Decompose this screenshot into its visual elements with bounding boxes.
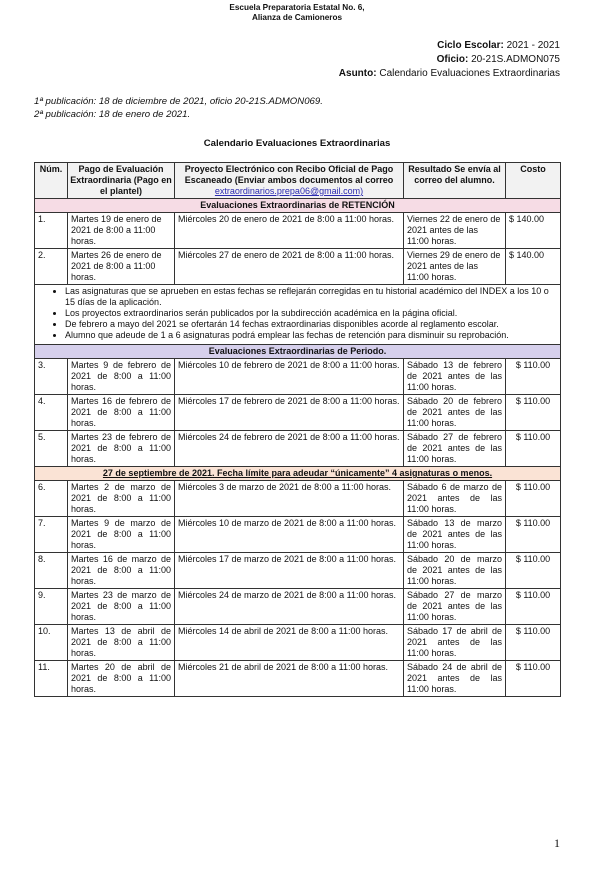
- asunto-label: Asunto:: [338, 68, 377, 79]
- table-row: [35, 213, 561, 249]
- school-name: Escuela Preparatoria Estatal No. 6,: [229, 3, 365, 12]
- first-publication: 1ª publicación: 18 de diciembre de 2021, oficio 20-21S.ADMON069.: [34, 96, 323, 107]
- cell-pago: Martes 23 de febrero de 2021 de 8:00 a 11:00 horas.: [68, 431, 175, 467]
- cell-proyecto: Miércoles 21 de abril de 2021 de 8:00 a 11:00 horas.: [175, 661, 404, 697]
- notes-cell: [35, 285, 561, 345]
- cell-costo: $ 140.00: [506, 213, 561, 249]
- cell-resultado: Sábado 6 de marzo de 2021 antes de las 11:00 horas.: [404, 481, 506, 517]
- cell-num: 6.: [35, 481, 68, 517]
- col-proyecto: [175, 163, 404, 199]
- table-row: [35, 431, 561, 467]
- cell-costo: $ 110.00: [506, 589, 561, 625]
- cell-num: 8.: [35, 553, 68, 589]
- table-row: [35, 589, 561, 625]
- cell-resultado: Sábado 27 de marzo de 2021 antes de las 11:00 horas.: [404, 589, 506, 625]
- second-publication: 2ª publicación: 18 de enero de 2021.: [34, 109, 191, 120]
- cell-pago: Martes 20 de abril de 2021 de 8:00 a 11:00 horas.: [68, 661, 175, 697]
- cell-costo: $ 110.00: [506, 481, 561, 517]
- cell-resultado: Sábado 13 de marzo de 2021 antes de las 11:00 horas.: [404, 517, 506, 553]
- cell-pago: Martes 9 de marzo de 2021 de 8:00 a 11:00 horas.: [68, 517, 175, 553]
- cell-proyecto: Miércoles 17 de marzo de 2021 de 8:00 a 11:00 horas.: [175, 553, 404, 589]
- cell-num: 5.: [35, 431, 68, 467]
- oficio-line: [437, 53, 560, 67]
- ciclo-value: 2021 - 2021: [506, 40, 560, 51]
- cell-pago: Martes 19 de enero de 2021 de 8:00 a 11:00 horas.: [68, 213, 175, 249]
- cell-num: 9.: [35, 589, 68, 625]
- cell-proyecto: Miércoles 10 de febrero de 2021 de 8:00 a 11:00 horas.: [175, 359, 404, 395]
- cell-proyecto: Miércoles 27 de enero de 2021 de 8:00 a 11:00 horas.: [175, 249, 404, 285]
- cell-pago: Martes 16 de marzo de 2021 de 8:00 a 11:00 horas.: [68, 553, 175, 589]
- cell-costo: $ 110.00: [506, 553, 561, 589]
- cell-pago: Martes 13 de abril de 2021 de 8:00 a 11:00 horas.: [68, 625, 175, 661]
- cell-pago: Martes 16 de febrero de 2021 de 8:00 a 11:00 horas.: [68, 395, 175, 431]
- cell-pago: Martes 26 de enero de 2021 de 8:00 a 11:00 horas.: [68, 249, 175, 285]
- cell-resultado: Sábado 13 de febrero de 2021 antes de las 11:00 horas.: [404, 359, 506, 395]
- cell-pago: Martes 9 de febrero de 2021 de 8:00 a 11:00 horas.: [68, 359, 175, 395]
- cell-pago: Martes 23 de marzo de 2021 de 8:00 a 11:00 horas.: [68, 589, 175, 625]
- table-row: [35, 395, 561, 431]
- cell-resultado: Sábado 24 de abril de 2021 antes de las 11:00 horas.: [404, 661, 506, 697]
- table-row: [35, 249, 561, 285]
- cell-num: 1.: [35, 213, 68, 249]
- cell-proyecto: Miércoles 24 de marzo de 2021 de 8:00 a 11:00 horas.: [175, 589, 404, 625]
- school-subtitle: Alianza de Camioneros: [251, 13, 343, 22]
- calendar-title: Calendario Evaluaciones Extraordinarias: [203, 138, 391, 149]
- table-row: [35, 661, 561, 697]
- table-row: [35, 553, 561, 589]
- cell-num: 7.: [35, 517, 68, 553]
- cell-resultado: Sábado 20 de febrero de 2021 antes de las 11:00 horas.: [404, 395, 506, 431]
- col-resultado: Resultado Se envía al correo del alumno.: [404, 163, 506, 199]
- cell-resultado: Viernes 29 de enero de 2021 antes de las 11:00 horas.: [404, 249, 506, 285]
- ciclo-line: [437, 39, 560, 53]
- cell-costo: $ 140.00: [506, 249, 561, 285]
- calendar-table: [34, 162, 561, 697]
- cell-num: 10.: [35, 625, 68, 661]
- section-retencion: Evaluaciones Extraordinarias de RETENCIÓN: [35, 199, 561, 213]
- cell-costo: $ 110.00: [506, 517, 561, 553]
- col-costo: Costo: [506, 163, 561, 199]
- cell-proyecto: Miércoles 14 de abril de 2021 de 8:00 a 11:00 horas.: [175, 625, 404, 661]
- asunto-value: Calendario Evaluaciones Extraordinarias: [379, 68, 560, 79]
- cell-resultado: Sábado 17 de abril de 2021 antes de las 11:00 horas.: [404, 625, 506, 661]
- email-link[interactable]: extraordinarios.prepa06@gmail.com): [214, 186, 364, 196]
- asunto-line: [339, 67, 560, 81]
- cell-num: 4.: [35, 395, 68, 431]
- cell-costo: $ 110.00: [506, 395, 561, 431]
- cell-costo: $ 110.00: [506, 431, 561, 467]
- deadline-row: [35, 467, 561, 481]
- note-item: • De febrero a mayo del 2021 se ofertarán 14 fechas extraordinarias disponibles acorde al reglamento escolar.: [65, 319, 556, 330]
- note-item: • Las asignaturas que se aprueben en estas fechas se reflejarán corregidas en tu historial académico del INDEX a los 10 o 15 días de la aplicación.: [65, 286, 556, 308]
- cell-num: 2.: [35, 249, 68, 285]
- cell-proyecto: Miércoles 3 de marzo de 2021 de 8:00 a 11:00 horas.: [175, 481, 404, 517]
- note-item: • Alumno que adeude de 1 a 6 asignaturas podrá emplear las fechas de retención para disminuir su reprobación.: [65, 330, 556, 341]
- cell-pago: Martes 2 de marzo de 2021 de 8:00 a 11:00 horas.: [68, 481, 175, 517]
- table-row: [35, 481, 561, 517]
- cell-costo: $ 110.00: [506, 359, 561, 395]
- cell-proyecto: Miércoles 20 de enero de 2021 de 8:00 a 11:00 horas.: [175, 213, 404, 249]
- deadline-text: 27 de septiembre de 2021. Fecha límite para adeudar “únicamente” 4 asignaturas o menos.: [102, 468, 493, 478]
- header-row: [35, 163, 561, 199]
- cell-proyecto: Miércoles 10 de marzo de 2021 de 8:00 a 11:00 horas.: [175, 517, 404, 553]
- page-number: 1: [554, 836, 560, 850]
- cell-costo: $ 110.00: [506, 625, 561, 661]
- cell-proyecto: Miércoles 17 de febrero de 2021 de 8:00 a 11:00 horas.: [175, 395, 404, 431]
- ciclo-label: Ciclo Escolar:: [437, 40, 504, 51]
- notes-list: [51, 286, 556, 341]
- cell-num: 11.: [35, 661, 68, 697]
- cell-resultado: Sábado 27 de febrero de 2021 antes de las 11:00 horas.: [404, 431, 506, 467]
- col-proyecto-text: Proyecto Electrónico con Recibo Oficial de Pago Escaneado (Enviar ambos documentos al correo: [184, 164, 394, 185]
- section-periodo: Evaluaciones Extraordinarias de Periodo.: [35, 345, 561, 359]
- col-num: Núm.: [35, 163, 68, 199]
- table-row: [35, 625, 561, 661]
- cell-costo: $ 110.00: [506, 661, 561, 697]
- col-pago: Pago de Evaluación Extraordinaria (Pago en el plantel): [68, 163, 175, 199]
- table-row: [35, 359, 561, 395]
- letterhead: [0, 3, 594, 23]
- cell-proyecto: Miércoles 24 de febrero de 2021 de 8:00 a 11:00 horas.: [175, 431, 404, 467]
- oficio-label: Oficio:: [436, 54, 469, 65]
- cell-num: 3.: [35, 359, 68, 395]
- note-item: • Los proyectos extraordinarios serán publicados por la subdirección académica en la página oficial.: [65, 308, 556, 319]
- oficio-value: 20-21S.ADMON075: [471, 54, 560, 65]
- cell-resultado: Sábado 20 de marzo de 2021 antes de las 11:00 horas.: [404, 553, 506, 589]
- cell-resultado: Viernes 22 de enero de 2021 antes de las 11:00 horas.: [404, 213, 506, 249]
- table-row: [35, 517, 561, 553]
